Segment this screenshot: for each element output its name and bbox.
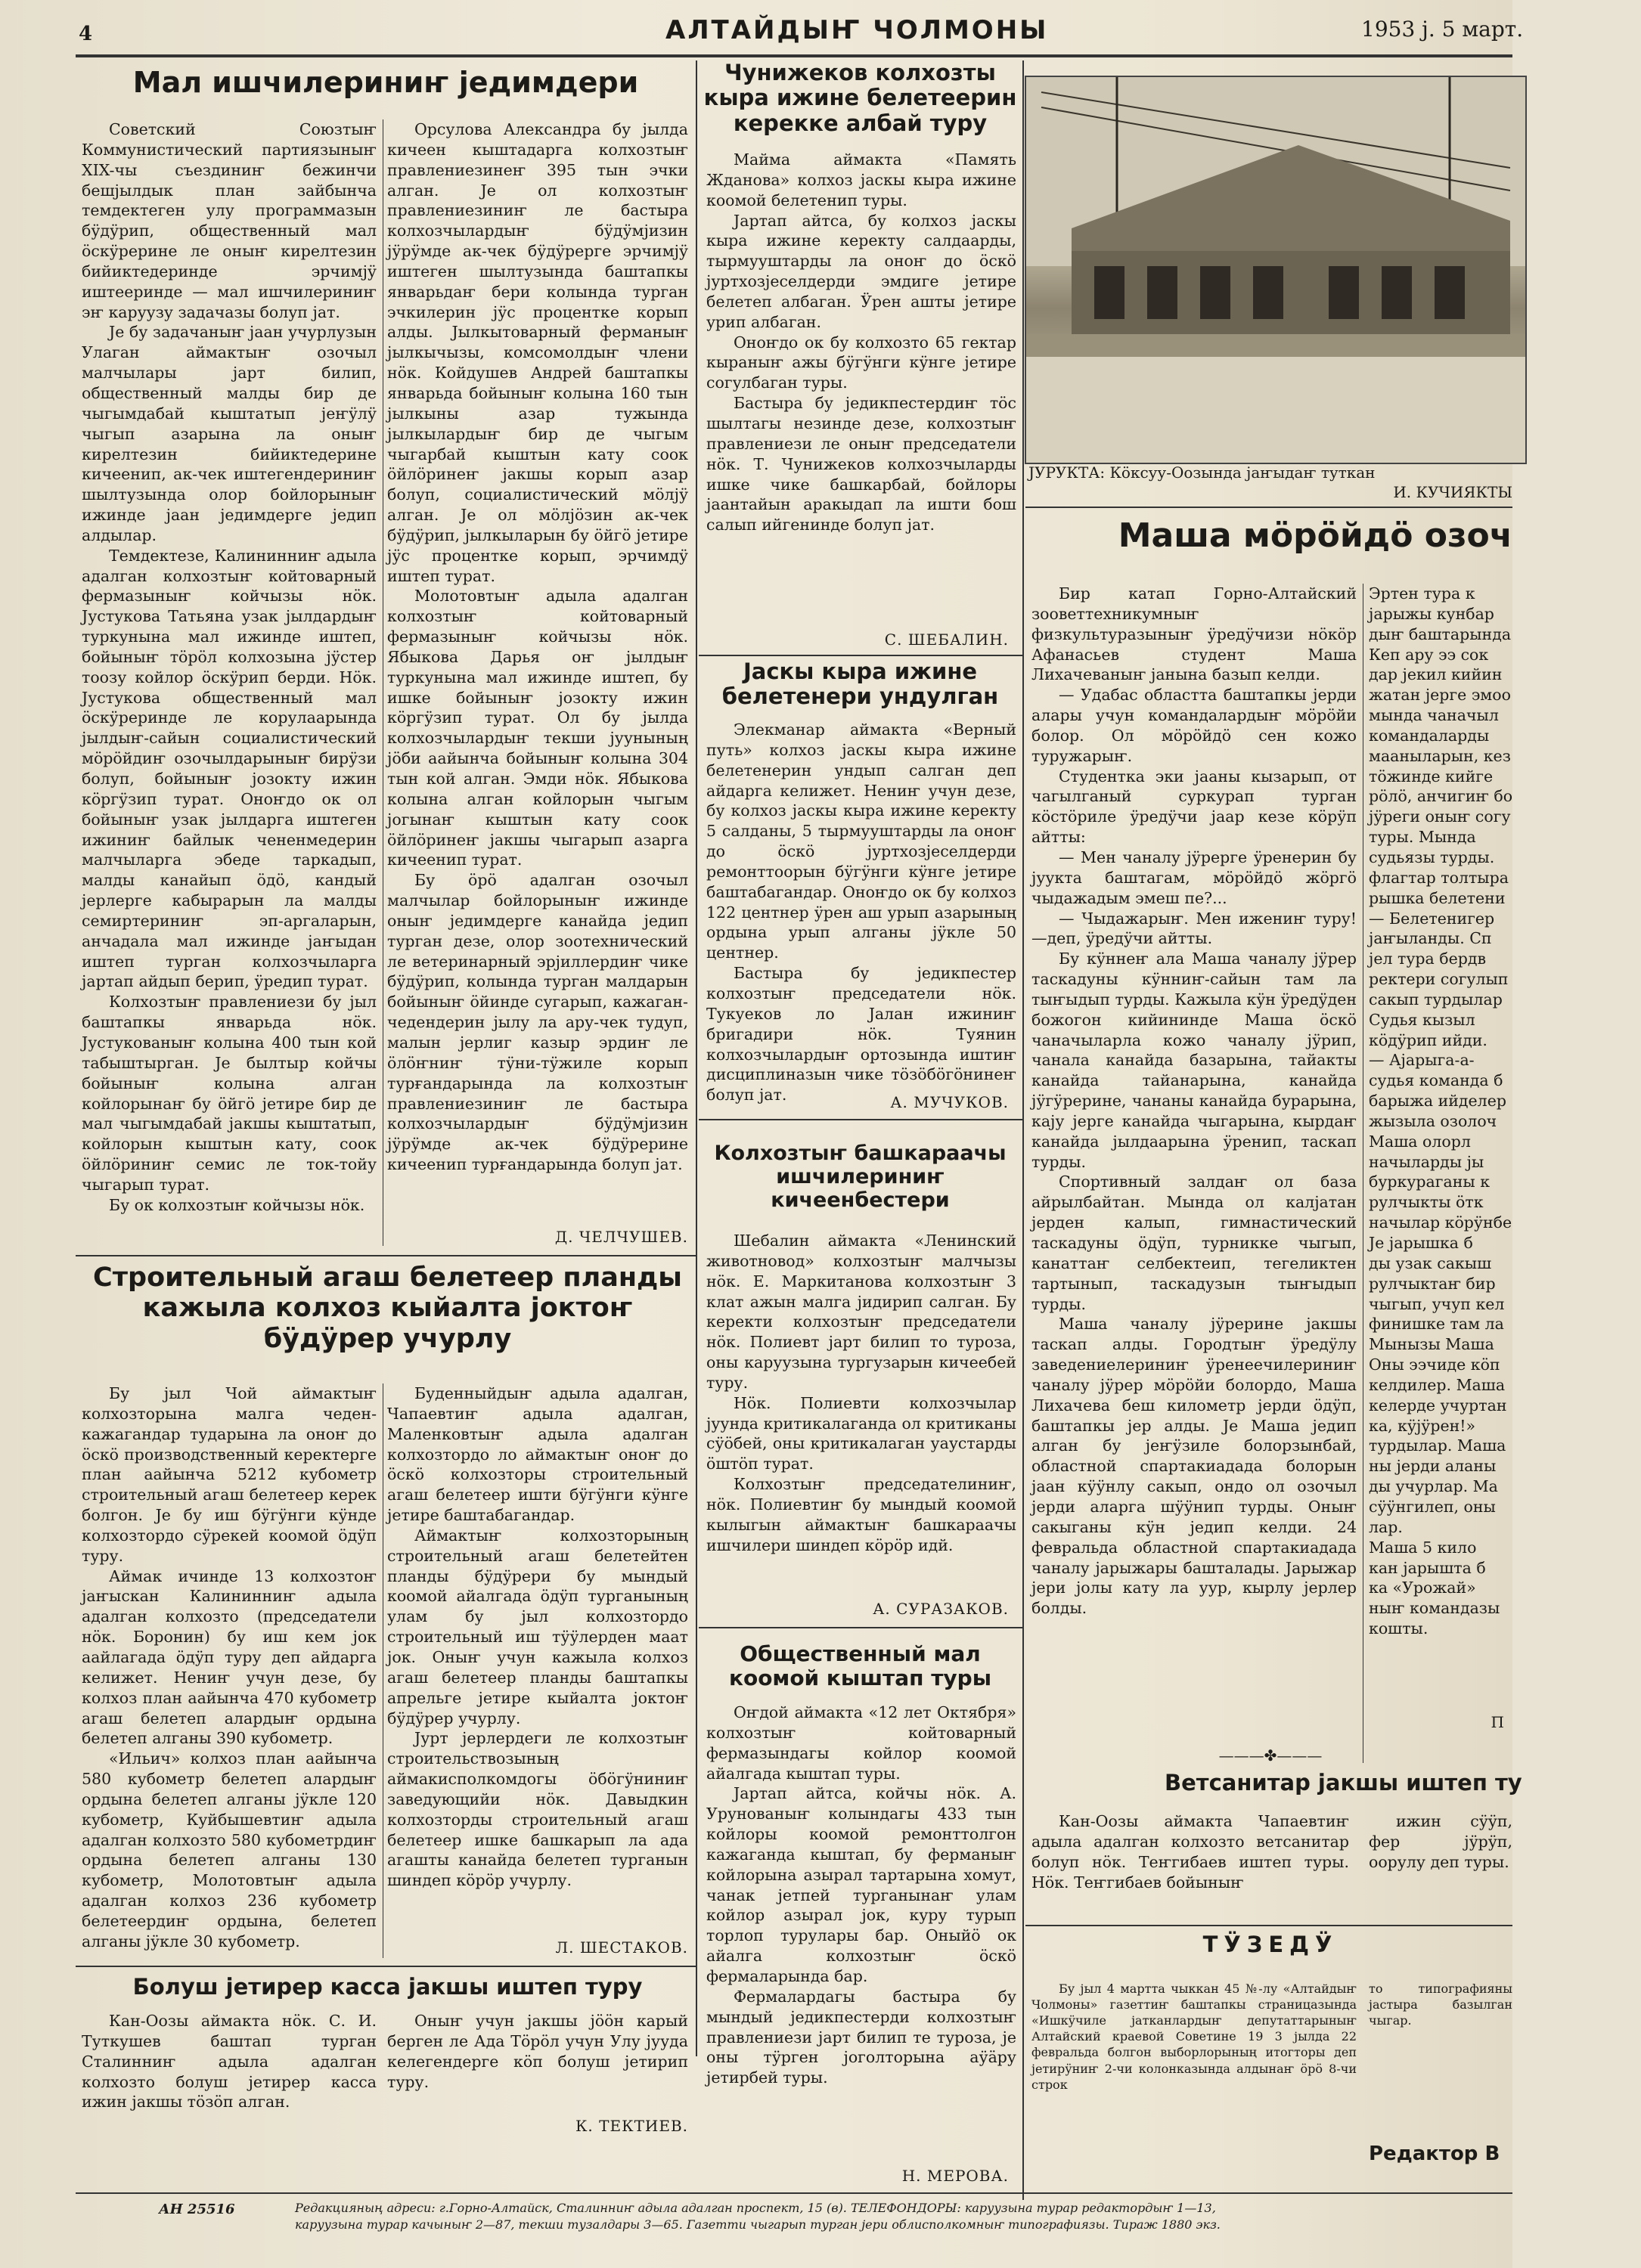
article-column bbox=[1369, 584, 1512, 1733]
signature: К. ТЕКТИЕВ. bbox=[575, 2117, 688, 2135]
section-rule bbox=[76, 1966, 696, 1967]
text-line: начыларды јы bbox=[1369, 1152, 1484, 1171]
paragraph: — Чыдажарыҥ. Мен ижениҥ туру!—деп, ӱредӱчи айтты. bbox=[1031, 909, 1357, 948]
paragraph: Јартап айтса, койчы нӧк. А. Урунованыҥ колындагы 433 тын койлоры коомой ремонттолгон кажаганда кыштап, бу ферманыҥ койлорына азырал тартарына хомут, чанак јетпей турганынаҥ улам койлор азырал јок, куру турып торлоп турулары бар. Оныйӧ ок айалга колхозтыҥ ӧскӧ фермаларында бар. bbox=[706, 1784, 1016, 1985]
paragraph: Колхозтыҥ председателиниҥ, нӧк. Полиевтиҥ бу мындый коомой кылыгын аймактыҥ башкараачы ишчилери шиндеп кӧрӧр идй. bbox=[706, 1475, 1016, 1554]
text-line: келерде учуртан bbox=[1369, 1396, 1507, 1414]
text-line: мында чаначыл bbox=[1369, 706, 1499, 725]
text-line: — Ајарыга-а- bbox=[1369, 1051, 1475, 1070]
text-line: барыжа ийделер bbox=[1369, 1092, 1506, 1111]
column-divider bbox=[696, 60, 697, 2056]
building-photo-illustration bbox=[1026, 77, 1525, 463]
text-line: кан јарышта б bbox=[1369, 1558, 1486, 1577]
paragraph: Бу кӱннеҥ ала Маша чаналу јӱрер таскадуны кӱнниҥ-сайын там ла тыҥыдып турды. Кажыла кӱн ӱредӱден божогон кийининде Маша ӧскӧ чаначыларла кожо чаналу јӱрип, чанала канайда базарына, тайакты канайда тайанарына, канайда јӱгӱрерине, чананы канайда бурарына, кају јерге канайда чыгарына, кырдаҥ канайда јылдаарына ӱренип, таскап турды. bbox=[1031, 950, 1357, 1171]
text-line: кошты. bbox=[1369, 1619, 1429, 1638]
signature: Н. МЕРОВА. bbox=[901, 2167, 1009, 2185]
text-line: буркураганы к bbox=[1369, 1173, 1491, 1191]
text-line: јаҥыланды. Сп bbox=[1369, 929, 1492, 948]
text-line: финишке там ла bbox=[1369, 1315, 1504, 1334]
footer-imprint bbox=[295, 2200, 1641, 2232]
section-rule bbox=[76, 1255, 696, 1256]
article-column bbox=[387, 119, 688, 1223]
text-line: Маша олорл bbox=[1369, 1132, 1471, 1151]
text-line: кӧдӱрип ийди. bbox=[1369, 1030, 1487, 1049]
signature: А. МУЧУКОВ. bbox=[890, 1093, 1009, 1111]
signature: П bbox=[1491, 1713, 1505, 1731]
text-line: келдилер. Маша bbox=[1369, 1375, 1506, 1394]
paragraph: Јурт јерлердеги ле колхозтыҥ строительствозының аймакисполкомдогы ӧбӧгӱниниҥ заведующийи нӧк. Давыдкин колхозторды строительный агаш белетеер ишке башкарып ла ада агашты канайда белетеп турганын шиндеп кӧрӧр учурлу. bbox=[387, 1729, 688, 1890]
article-title: Колхозтыҥ башкараачы ишчилериниҥ кичеенбестери bbox=[714, 1142, 1007, 1213]
article-title: Строительный агаш белетеер планды кажыла колхоз кыйалта јоктоҥ бӱдӱрер учурлу bbox=[93, 1263, 682, 1354]
paragraph: Оҥдой аймакта «12 лет Октября» колхозтыҥ койтоварный фермазындагы койлор коомой айалгада кыштап туры. bbox=[706, 1703, 1016, 1783]
article-title: Ветсанитар јакшы иштеп ту bbox=[1165, 1770, 1522, 1796]
article-column bbox=[82, 2011, 377, 2132]
text-line: турдылар. Маша bbox=[1369, 1436, 1506, 1455]
caption-text: ЈУРУКТА: Кӧксуу-Оозында јаҥыдаҥ туткан bbox=[1028, 463, 1376, 482]
print-code: АН 25516 bbox=[159, 2201, 235, 2217]
article-column bbox=[387, 1383, 688, 1935]
paragraph: Бир катап Горно-Алтайский зооветтехникумныҥ физкультуразыныҥ ӱредӱчизи нӧкӧр Афанасьев студент Маша Лихачеваныҥ јанына базып келди. bbox=[1031, 584, 1357, 684]
text-line: Оны ээчиде кӧп bbox=[1369, 1356, 1500, 1374]
text-line: рӧлӧ, анчигиҥ бо bbox=[1369, 787, 1513, 806]
text-line: ды учурлар. Ма bbox=[1369, 1477, 1498, 1496]
column-divider bbox=[1022, 60, 1024, 2200]
text-line: Эртен тура к bbox=[1369, 584, 1475, 603]
text-line: ка, кӱјӱрен!» bbox=[1369, 1416, 1476, 1435]
paragraph: то типографияны јастыра базылган чыгар. bbox=[1369, 1981, 1512, 2028]
paragraph: Бу ок колхозтыҥ койчызы нӧк. bbox=[109, 1195, 365, 1214]
building-photo bbox=[1025, 76, 1527, 464]
paragraph: Бу јыл 4 мартта чыккан 45 №-лу «Алтайдыҥ Чолмоны» газеттиҥ баштапкы страницазында «Ишкӱчиле јатканлардыҥ депутаттарыныҥ Алтайский краевой Советине 19 3 јылда 22 февральда болгон выборлорының итогторы деп јетирӱниҥ 2-чи колонказында алдынаҥ ӧрӧ 8-чи строк bbox=[1031, 1981, 1357, 2092]
section-rule bbox=[1025, 1925, 1512, 1926]
section-rule bbox=[1025, 507, 1512, 508]
text-line: чыгып, учуп кел bbox=[1369, 1294, 1505, 1313]
paragraph: Шебалин аймакта «Ленинский животновод» колхозтыҥ малчызы нӧк. Е. Маркитанова колхозтыҥ 3 клат ажын малга јидирип салган. Бу керекти колхозтыҥ председатели нӧк. Полиевт јарт билип то туроза, оны каруузына тургузарын кичеебей туру. bbox=[706, 1232, 1016, 1392]
article-title: Мал ишчилериниҥ једимдери bbox=[132, 66, 639, 99]
paragraph: Элекманар аймакта «Верный путь» колхоз јаскы кыра ижине белетенерин ундып салган деп айдарга келижет. Нениҥ учун дезе, бу колхоз јаскы кыра ижине керекту 5 салданы, 5 тырмууштарды ла оноҥ до ӧскӧ јуртхозјеселдерди ремонттоорын бӱгӱнги кӱнге јетире баштабагандар. Оноҥдо ок бу колхоз 122 центнер ӱрен аш урып азарының ордына урып алганы јӱкле 50 центнер. bbox=[706, 720, 1016, 962]
text-line: сӱӱнгилеп, оны bbox=[1369, 1497, 1496, 1516]
article-column bbox=[706, 1703, 1016, 2156]
text-line: лар. bbox=[1369, 1517, 1403, 1536]
paragraph: Је бу задачаныҥ јаан учурлузын Улаган аймактыҥ озочыл малчылары јарт билип, общественный малды бир де чыгымдабай кыштатып јеҥӱлӱ чыгып азарына ла оныҥ кирелтезин бийиктедерине кичеенип, ак-чек иштегендериниҥ шылтузында олор бойлорыныҥ ижинде јаан једимдерге једип алдылар. bbox=[82, 323, 377, 544]
article-title: Общественный мал коомой кыштап туры bbox=[728, 1641, 992, 1691]
section-rule bbox=[699, 1627, 1022, 1628]
text-line: туры. Мында bbox=[1369, 828, 1476, 847]
text-line: — Белетенигер bbox=[1369, 909, 1495, 928]
caption-author: И. КУЧИЯКТЫ bbox=[1393, 483, 1512, 501]
text-line: рышка белетени bbox=[1369, 888, 1506, 907]
text-line: јарыжы кунбар bbox=[1369, 604, 1494, 623]
text-line: судьязы турды. bbox=[1369, 847, 1495, 866]
text-line: рулчыктаҥ бир bbox=[1369, 1274, 1496, 1293]
text-line: сакып турдылар bbox=[1369, 990, 1503, 1009]
text-line: ка «Урожай» bbox=[1369, 1579, 1476, 1597]
paragraph: Орсулова Александра бу јылда кичеен кыштадарга колхозтыҥ правлениезинеҥ 395 тын эчки алган. Је ол колхозтыҥ правлениезиниҥ ле бастыра колхозчылардыҥ бӱдӱмјизин јӱрӱмде ак-чек бӱдӱрерге эрчимјӱ иштеген шылтузында баштапкы январьдаҥ бери колында турган эчкилерин јӱс процентке корып алды. Јылкытоварный ферманыҥ јылкычызы, комсомолдыҥ члени нӧк. Койдушев Андрей баштапкы январьда бойыныҥ колына 160 тын јылкыны азар тужында јылкылардыҥ бир де чыгым чыгарбай кыштын кату соок ӧйлӧринеҥ јакшы корып азар болуп, социалистический мӧлјӱ алган. Је ол мӧлјӧзин ак-чек бӱдӱрип, јылкыларын бу ӧйгӧ јетире јӱс процентке корып, эрчимдӱ иштеп турат. bbox=[387, 120, 688, 585]
footer-line: Редакцияның адреси: г.Горно-Алтайск, Сталинниҥ адыла адалган проспект, 15 (в). ТЕЛЕФОНДОРЫ: каруузына турар редактордыҥ 1—13, bbox=[295, 2201, 1216, 2215]
paragraph: Майма аймакта «Память Жданова» колхоз јаскы кыра ижине коомой белетенип туры. bbox=[706, 150, 1016, 209]
footer-line: каруузына турар качыныҥ 2—87, текши тузалдары 3—65. Газетти чыгарып турган јери облисполкомныҥ типографиязы. Тираж 1880 экз. bbox=[295, 2217, 1221, 2232]
paragraph: ижин сӱӱп, фер јӱрӱп, оорулу деп туры. bbox=[1369, 1812, 1512, 1871]
paragraph: Студентка эки јааны кызарып, от чагылганый суркурап турган кӧстӧриле ӱредӱчи јаар кезе кӧрӱп айтты: bbox=[1031, 767, 1357, 847]
paragraph: Советский Союзтыҥ Коммунистический партиязыныҥ XIX-чы съездиниҥ бежинчи бешјылдык план зайбынча темдектеген улу программазын бӱдӱрип, общественный мал ӧскӱрерине ле оныҥ кирелтезин бийиктедеринде эрчимјӱ иштееринде — мал ишчилериниҥ эҥ каруузу задачазы болуп јат. bbox=[82, 120, 377, 321]
section-rule bbox=[699, 1119, 1022, 1120]
text-line: јел тура бердв bbox=[1369, 950, 1487, 968]
page-number: 4 bbox=[79, 23, 93, 45]
newspaper-title: АЛТАЙДЫҤ ЧОЛМОНЫ bbox=[665, 15, 1049, 45]
signature: А. СУРАЗАКОВ. bbox=[873, 1600, 1009, 1618]
signature: Л. ШЕСТАКОВ. bbox=[555, 1938, 688, 1957]
paragraph: Фермалардагы бастыра бу мындый једикпестерди колхозтыҥ правлениези јарт билип те туроза, је оны тӱрген јоголторына аӱӓру јетирбей туры. bbox=[706, 1987, 1016, 2087]
text-line: ректери согулып bbox=[1369, 970, 1509, 989]
editor-signature: Редактор В bbox=[1369, 2143, 1500, 2165]
paragraph: Бу ӧрӧ адалган озочыл малчылар бойлорыныҥ ижинде оныҥ једимдерге канайда једип турган дезе, олор зоотехнический ле ветеринарный эрјиллердиҥ чике бӱдӱрип, колында турган малдарын бойыныҥ ӧйинде сугарып, кажаган-чедендерин јылу ла ару-чек тудуп, малын јерлиг казыр эрдиҥ ле ӧлӧҥниҥ тӱни-тӱжиле корып турғандарында ла колхозтыҥ правлениезиниҥ ле бастыра колхозчылардыҥ бӱдӱмјизин јӱрӱмде ак-чек бӱдӱрерине кичеенип турғандарында болуп јат. bbox=[387, 871, 688, 1174]
article-column bbox=[82, 119, 377, 1253]
text-line: Мынызы Маша bbox=[1369, 1335, 1494, 1354]
paragraph: Спортивный залдаҥ ол база айрылбайтан. Мында ол калјатан јерден калып, гимнастический таскадуны ӧдӱп, турникке чыгып, канаттаҥ селбектеип, тегеликтен тартынып, таскадузын тыҥыдып турды. bbox=[1031, 1173, 1357, 1313]
paragraph: — Мен чаналу јӱрерге ӱренерин бу јуукта баштагам, мӧрӧйдӧ жӧргӧ чыдажадым эмеш пе?... bbox=[1031, 847, 1357, 907]
paragraph: Колхозтыҥ правлениези бу јыл баштапкы январьда нӧк. Јустукованыҥ колына 400 тын кой табыштырган. Је былтыр койчы бойыныҥ колына алган койлорынаҥ бу ӧйгӧ јетире бир де мал чыгымдабай јакшы кыштатып, койлорын кыштын кату, соок ӧйлӧриниҥ семис ле ток-тойу чыгарып турат. bbox=[82, 993, 377, 1194]
article-column bbox=[706, 150, 1016, 618]
text-line: судья команда б bbox=[1369, 1071, 1503, 1090]
text-line: мааныларын, кез bbox=[1369, 746, 1511, 765]
text-line: рулчыкты ӧтк bbox=[1369, 1193, 1484, 1212]
paragraph: Молотовтыҥ адыла адалган колхозтыҥ койтоварный фермазыныҥ койчызы нӧк. Ябыкова Дарья оҥ јылдыҥ туркунына мал ижинде иштеп, бу ишке бойыныҥ јозокту ижин кӧргӱзип турат. Ол бу јылда колхозчылардыҥ текши јуунының јӧби аайынча бойыныҥ колына 304 тын кой алган. Эмди нӧк. Ябыкова колына алган койлорын чыгым јогынаҥ кыштын кату соок ӧйлӧринеҥ јакшы чыгарып азарга кичеенип турат. bbox=[387, 587, 688, 869]
article-column bbox=[1369, 1811, 1512, 1925]
text-line: јӱреги оныҥ согу bbox=[1369, 807, 1511, 826]
paragraph: Буденныйдыҥ адыла адалган, Чапаевтиҥ адыла адалган, Маленковтыҥ адыла адалган колхозтордо ло аймактыҥ оноҥ до ӧскӧ колхозторы строительный агаш белетеер ишти бӱгӱнги кӱнге јетире баштабагандар. bbox=[387, 1384, 688, 1525]
footer-rule bbox=[76, 2192, 1512, 2194]
paragraph: Маша чаналу јӱрерине јакшы таскап алды. Городтыҥ ӱредӱлу заведениелериниҥ ӱренеечилериниҥ чаналу јӱрер мӧрӧйи болордо, Маша Лихачева беш километр јерди ӧдӱп, баштапкы јер алды. Је Маша једип алган бу јеҥӱзиле болорзынбай, областной спартакиадада болорын јаан кӱӱнлу сакып, ондо ол озочыл јерди аларга шӱӱнип турды. Оныҥ сакыганы кӱн једип келди. 24 февральда областной спартакиадада чаналу јарыжары башталады. Јарыжар јери јолы кату ла уур, кырлу јерлер болды. bbox=[1031, 1315, 1357, 1618]
text-line: начылар кӧрӱнбе bbox=[1369, 1213, 1512, 1232]
paragraph: Оныҥ учун јакшы јӧӧн карый берген ле Ада Тӧрӧл учун Улу јууда келегендерге кӧп болуш јетирип туру. bbox=[387, 2012, 688, 2091]
text-line: жатан јерге эмоо bbox=[1369, 686, 1511, 705]
paragraph: «Ильич» колхоз план аайынча 580 кубометр белетеп алардыҥ ордына белетеп алганы јӱкле 120 кубометр, Куйбышевтиҥ адыла адалган колхозто 580 кубометрдиҥ ордына белетеп алганы 130 кубометр, Молотовтыҥ адыла адалган колхоз 236 кубометр белетеердиҥ ордына, белетеп алганы јӱкле 30 кубометр. bbox=[82, 1749, 377, 1950]
text-line: дар јекил кийин bbox=[1369, 665, 1503, 684]
article-column bbox=[706, 1231, 1016, 1594]
signature: Д. ЧЕЛЧУШЕВ. bbox=[554, 1228, 688, 1246]
text-line: ны јерди аланы bbox=[1369, 1457, 1497, 1476]
text-line: флагтар толтыра bbox=[1369, 868, 1509, 887]
paragraph: Бастыра бу једикпестердиҥ тӧс шылтагы незинде дезе, колхозтыҥ правлениези ле оныҥ председатели нӧк. Т. Чунижеков колхозчыларды ишке чике башкарбай, бойлоры јаантайын аракыдап ла ишти бош салып ийгенинде болуп јат. bbox=[706, 394, 1016, 534]
text-line: ныҥ командазы bbox=[1369, 1599, 1500, 1618]
photo-caption bbox=[1028, 463, 1512, 502]
text-line: жызыла озолоч bbox=[1369, 1111, 1497, 1130]
masthead-rule bbox=[76, 54, 1512, 57]
paragraph: Аймак ичинде 13 колхозтоҥ јаҥыскан Калининниҥ адыла адалган колхозто (председатели нӧк. Боронин) бу иш кем јок аайлагада ӧдӱп туру деп айдарга келижет. Нениҥ учун дезе, бу колхоз план аайынча 470 кубометр агаш белетеп алардыҥ ордына белетеп алганы 390 кубометр. bbox=[82, 1566, 377, 1748]
paragraph: Нӧк. Полиевти колхозчылар јуунда критикалаганда ол критиканы сӱӧбей, оны критикалаган уаустарды ӧштӧп турат. bbox=[706, 1393, 1016, 1473]
signature: С. ШЕБАЛИН. bbox=[884, 631, 1009, 649]
text-line: Судья кызыл bbox=[1369, 1010, 1475, 1029]
text-line: Је јарышка б bbox=[1369, 1234, 1473, 1252]
paragraph: Оноҥдо ок бу колхозто 65 гектар кыраныҥ ажы бӱгӱнги кӱнге јетире согулбаган туры. bbox=[706, 333, 1016, 392]
article-column bbox=[1369, 1981, 1512, 2056]
article-column bbox=[1031, 1981, 1357, 2124]
paragraph: Темдектезе, Калининниҥ адыла адалган колхозтыҥ койтоварный фермазыныҥ койчызы нӧк. Јустукова Татьяна узак јылдардыҥ туркунына мал ижинде иштеп, бойыныҥ тӧрӧл колхозына јӱстер тоозу койлор ӧскӱрип берди. Нӧк. Јустукова общественный мал ӧскӱреринде ле корулаарында јылдыҥ-сайын социалистический мӧрӧйдиҥ озочылдарыныҥ бирӱзи болуп, бойыныҥ јозокту ижин кӧргӱзип турат. Оноҥдо ок ол бойыныҥ узак јылдарга иштеген ижиниҥ байлык чененмедерин малчыларга эбеде таркадып, малды канайып ӧдӧ, кандый јерлерге кабырарын ла малды семиртериниҥ эп-аргаларын, анчадала мал ижинде јаҥыдан иштеп турган колхозчыларга јартап айдып берип, ӱредип турат. bbox=[82, 546, 377, 991]
text-line: дыҥ баштарында bbox=[1369, 624, 1512, 643]
paragraph: Бастыра бу једикпестер колхозтыҥ председатели нӧк. Тукуеков ло Јалан ижиниҥ бригадири нӧк. Туянин колхозчылардыҥ ортозында иштиҥ дисциплиназын чике тӧзӧбӧгӧнинеҥ болуп јат. bbox=[706, 964, 1016, 1105]
article-column bbox=[82, 1383, 377, 1973]
text-line: Маша 5 кило bbox=[1369, 1538, 1477, 1557]
article-title: Маша мӧрӧйдӧ озоч bbox=[1118, 516, 1512, 555]
article-column bbox=[1031, 584, 1357, 1808]
article-title: Чунижеков колхозты кыра ижине белетеерин керекке албай туру bbox=[703, 60, 1017, 136]
paragraph: Бу јыл Чой аймактыҥ колхозторына малга чеден-кажагандар тударына ла оноҥ до ӧскӧ производственный керектерге план аайынча 5212 кубометр строительный агаш белетеер керек болгон. Је бу иш бӱгӱнги кӱнде колхозтордо сӱрекей коомой ӧдӱп туру. bbox=[82, 1384, 377, 1565]
article-title: Јаскы кыра ижине белетенери ундулган bbox=[721, 658, 999, 710]
ornament-divider: ———✤——— bbox=[1218, 1746, 1323, 1765]
paragraph: Јартап айтса, бу колхоз јаскы кыра ижине керекту салдаарды, тырмууштарды ла оноҥ до ӧскӧ јуртхозјеселдерди эмдиге јетире белетеп албаган. Ӱрен ашты јетире урип албаган. bbox=[706, 211, 1016, 331]
text-line: Кеп ару ээ сок bbox=[1369, 645, 1489, 664]
issue-date: 1953 ј. 5 март. bbox=[1361, 17, 1524, 42]
paragraph: — Удабас областта баштапкы јерди алары учун командалардыҥ мӧрӧйи болор. Ол мӧрӧйдӧ сен кожо туружарыҥ. bbox=[1031, 686, 1357, 765]
text-line: командаларды bbox=[1369, 726, 1490, 745]
correction-title: ТӰЗЕДӰ bbox=[1202, 1932, 1339, 1957]
paragraph: Аймактыҥ колхозторының строительный агаш белетейтен планды бӱдӱрери бу мындый коомой айалгада ӧдӱп турганының улам бу јыл колхозтордо строительный иш тӱӱлерден маат јок. Оныҥ учун кажыла колхоз агаш белетеер планды баштапкы апрельге јетире кыйалта јоктоҥ бӱдӱрер учурлу. bbox=[387, 1526, 688, 1727]
article-column bbox=[387, 2011, 688, 2102]
text-line: ды узак сакыш bbox=[1369, 1253, 1492, 1272]
paragraph: Кан-Оозы аймакта Чапаевтиҥ адыла адалган колхозто ветсанитар болуп нӧк. Теҥгибаев иштеп туры. Нӧк. Теҥгибаев бойыныҥ bbox=[1031, 1812, 1349, 1892]
paragraph: Кан-Оозы аймакта нӧк. С. И. Туткушев баштап турган Сталинниҥ адыла адалган колхозто болуш јетирер касса ижин јакшы тӧзӧп алган. bbox=[82, 2012, 377, 2112]
section-rule bbox=[699, 655, 1022, 656]
article-title: Болуш јетирер касса јакшы иштеп туру bbox=[132, 1974, 643, 2000]
text-line: тӧжинде кийге bbox=[1369, 767, 1494, 785]
